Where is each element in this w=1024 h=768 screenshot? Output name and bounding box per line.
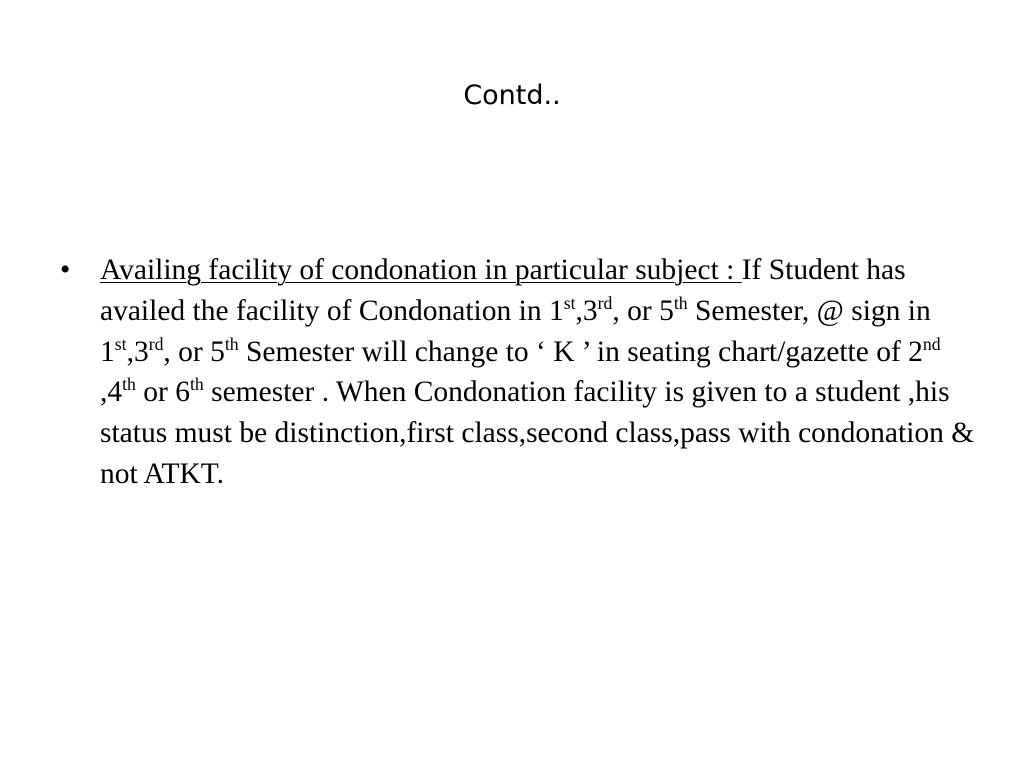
bullet-text: Semester will change to ‘ K ’ in seating chart/gazette of 2	[238, 335, 923, 368]
ordinal-suffix: th	[224, 333, 239, 354]
bullet-text: , or 5	[163, 335, 225, 368]
bullet-text: ,3	[575, 294, 598, 327]
bullet-item	[60, 250, 980, 495]
ordinal-suffix: rd	[597, 292, 613, 313]
bullet-marker: •	[60, 254, 71, 286]
ordinal-suffix: th	[189, 374, 204, 395]
bullet-lead-heading: Availing facility of condonation in particular subject :	[100, 254, 742, 286]
bullet-text: If Student has availed the facility of Condonation in 1	[100, 254, 906, 327]
bullet-text: , or 5	[612, 294, 674, 327]
slide-title: Contd..	[463, 80, 561, 111]
bullet-text: or 6	[135, 376, 190, 409]
ordinal-suffix: st	[563, 292, 576, 313]
bullet-text: Semester, @ sign in 1	[100, 294, 931, 368]
ordinal-suffix: st	[114, 333, 127, 354]
ordinal-suffix: th	[122, 374, 136, 395]
ordinal-suffix: rd	[148, 333, 164, 354]
bullet-text: ,4	[100, 376, 123, 409]
ordinal-suffix: th	[673, 292, 688, 313]
bullet-text: semester . When Condonation facility is given to a student ,his status must be distinction,first class,second class,pass with condonation & not ATKT.	[100, 376, 975, 490]
ordinal-suffix: nd	[922, 333, 941, 354]
bullet-text: ,3	[126, 335, 149, 368]
bullet-list	[60, 250, 980, 495]
